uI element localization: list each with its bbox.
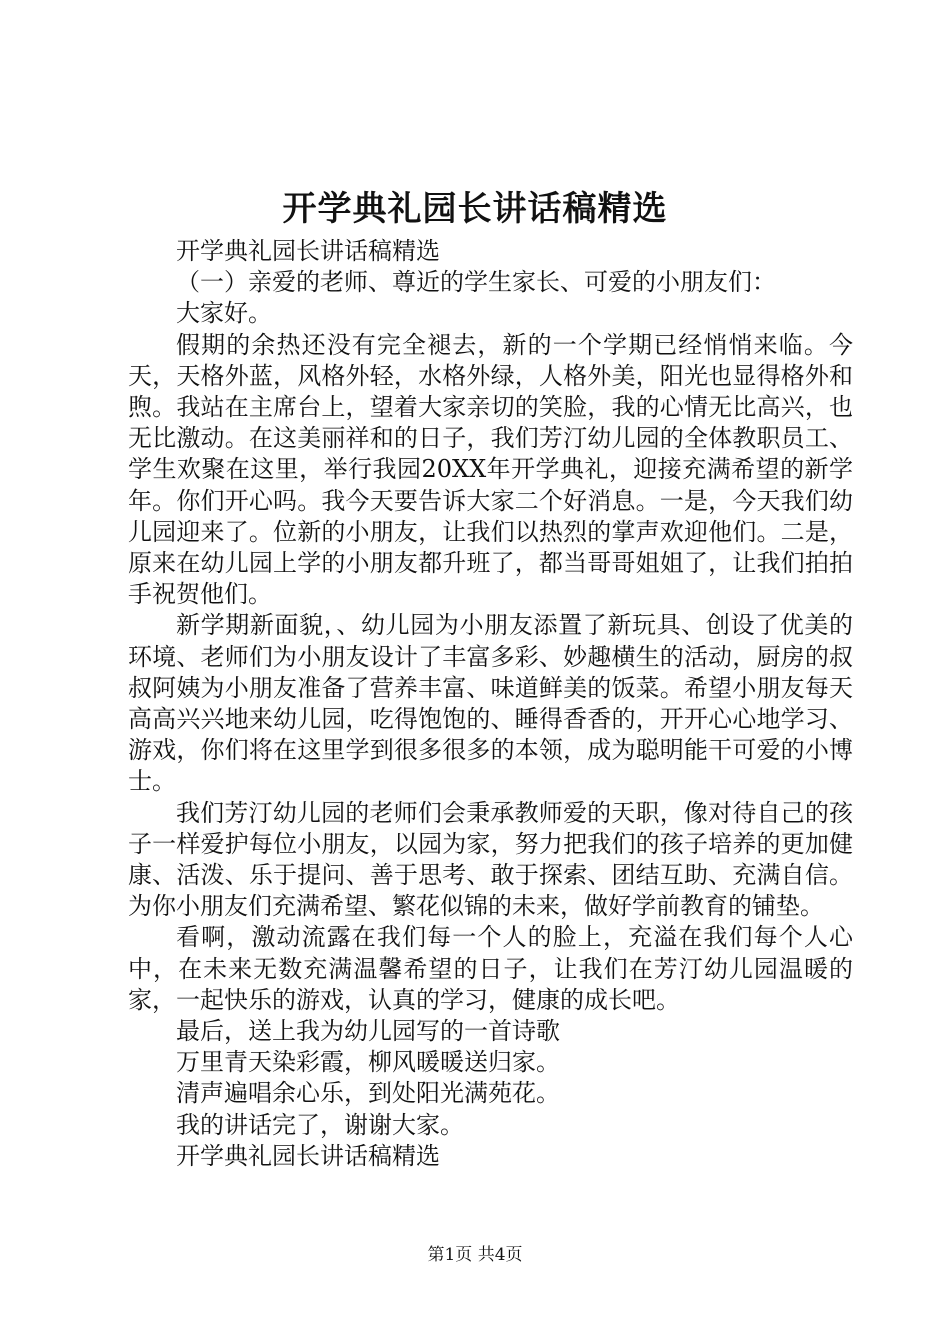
paragraph-closing-intro: 最后，送上我为幼儿园写的一首诗歌 <box>176 1017 560 1046</box>
poem-line-2: 清声遍唱余心乐，到处阳光满苑花。 <box>176 1079 560 1108</box>
paragraph-body-3: 我们芳汀幼儿园的老师们会秉承教师爱的天职，像对待自己的孩子一样爱护每位小朋友，以园为家，努力把我们的孩子培养的更加健康、活泼、乐于提问、善于思考、敢于探索、团结互助、充满自信。为你小朋友们充满希望、繁花似锦的未来，做好学前教育的铺垫。 <box>128 798 853 921</box>
paragraph-greeting: 大家好。 <box>176 299 272 328</box>
paragraph-thanks: 我的讲话完了，谢谢大家。 <box>176 1110 464 1139</box>
poem-line-1: 万里青天染彩霞，柳风暖暖送归家。 <box>176 1048 560 1077</box>
paragraph-subtitle: 开学典礼园长讲话稿精选 <box>176 237 440 265</box>
paragraph-body-2: 新学期新面貌，、幼儿园为小朋友添置了新玩具、创设了优美的环境、老师们为小朋友设计了丰富多彩、妙趣横生的活动，厨房的叔叔阿姨为小朋友准备了营养丰富、味道鲜美的饭菜。希望小朋友每天高高兴兴地来幼儿园，吃得饱饱的、睡得香香的，开开心心地学习、游戏，你们将在这里学到很多很多的本领，成为聪明能干可爱的小博士。 <box>128 611 853 796</box>
paragraph-salutation: （一）亲爱的老师、尊近的学生家长、可爱的小朋友们： <box>176 268 776 297</box>
page-title: 开学典礼园长讲话稿精选 <box>282 189 668 229</box>
paragraph-body-4: 看啊，激动流露在我们每一个人的脸上，充溢在我们每个人心中，在未来无数充满温馨希望的日子，让我们在芳汀幼儿园温暖的家，一起快乐的游戏，认真的学习，健康的成长吧。 <box>128 923 853 1014</box>
page-number: 第1页 共4页 <box>427 1245 523 1265</box>
paragraph-body-1: 假期的余热还没有完全褪去，新的一个学期已经悄悄来临。今天，天格外蓝，风格外轻，水格外绿，人格外美，阳光也显得格外和煦。我站在主席台上，望着大家亲切的笑脸，我的心情无比高兴，也无比激动。在这美丽祥和的日子，我们芳汀幼儿园的全体教职员工、学生欢聚在这里，举行我园20XX年开学典礼，迎接充满希望的新学年。你们开心吗。我今天要告诉大家二个好消息。一是，今天我们幼儿园迎来了。位新的小朋友，让我们以热烈的掌声欢迎他们。二是，原来在幼儿园上学的小朋友都升班了，都当哥哥姐姐了，让我们拍拍手祝贺他们。 <box>128 330 853 609</box>
paragraph-trailing-title: 开学典礼园长讲话稿精选 <box>176 1141 440 1170</box>
document-body <box>128 236 853 1172</box>
